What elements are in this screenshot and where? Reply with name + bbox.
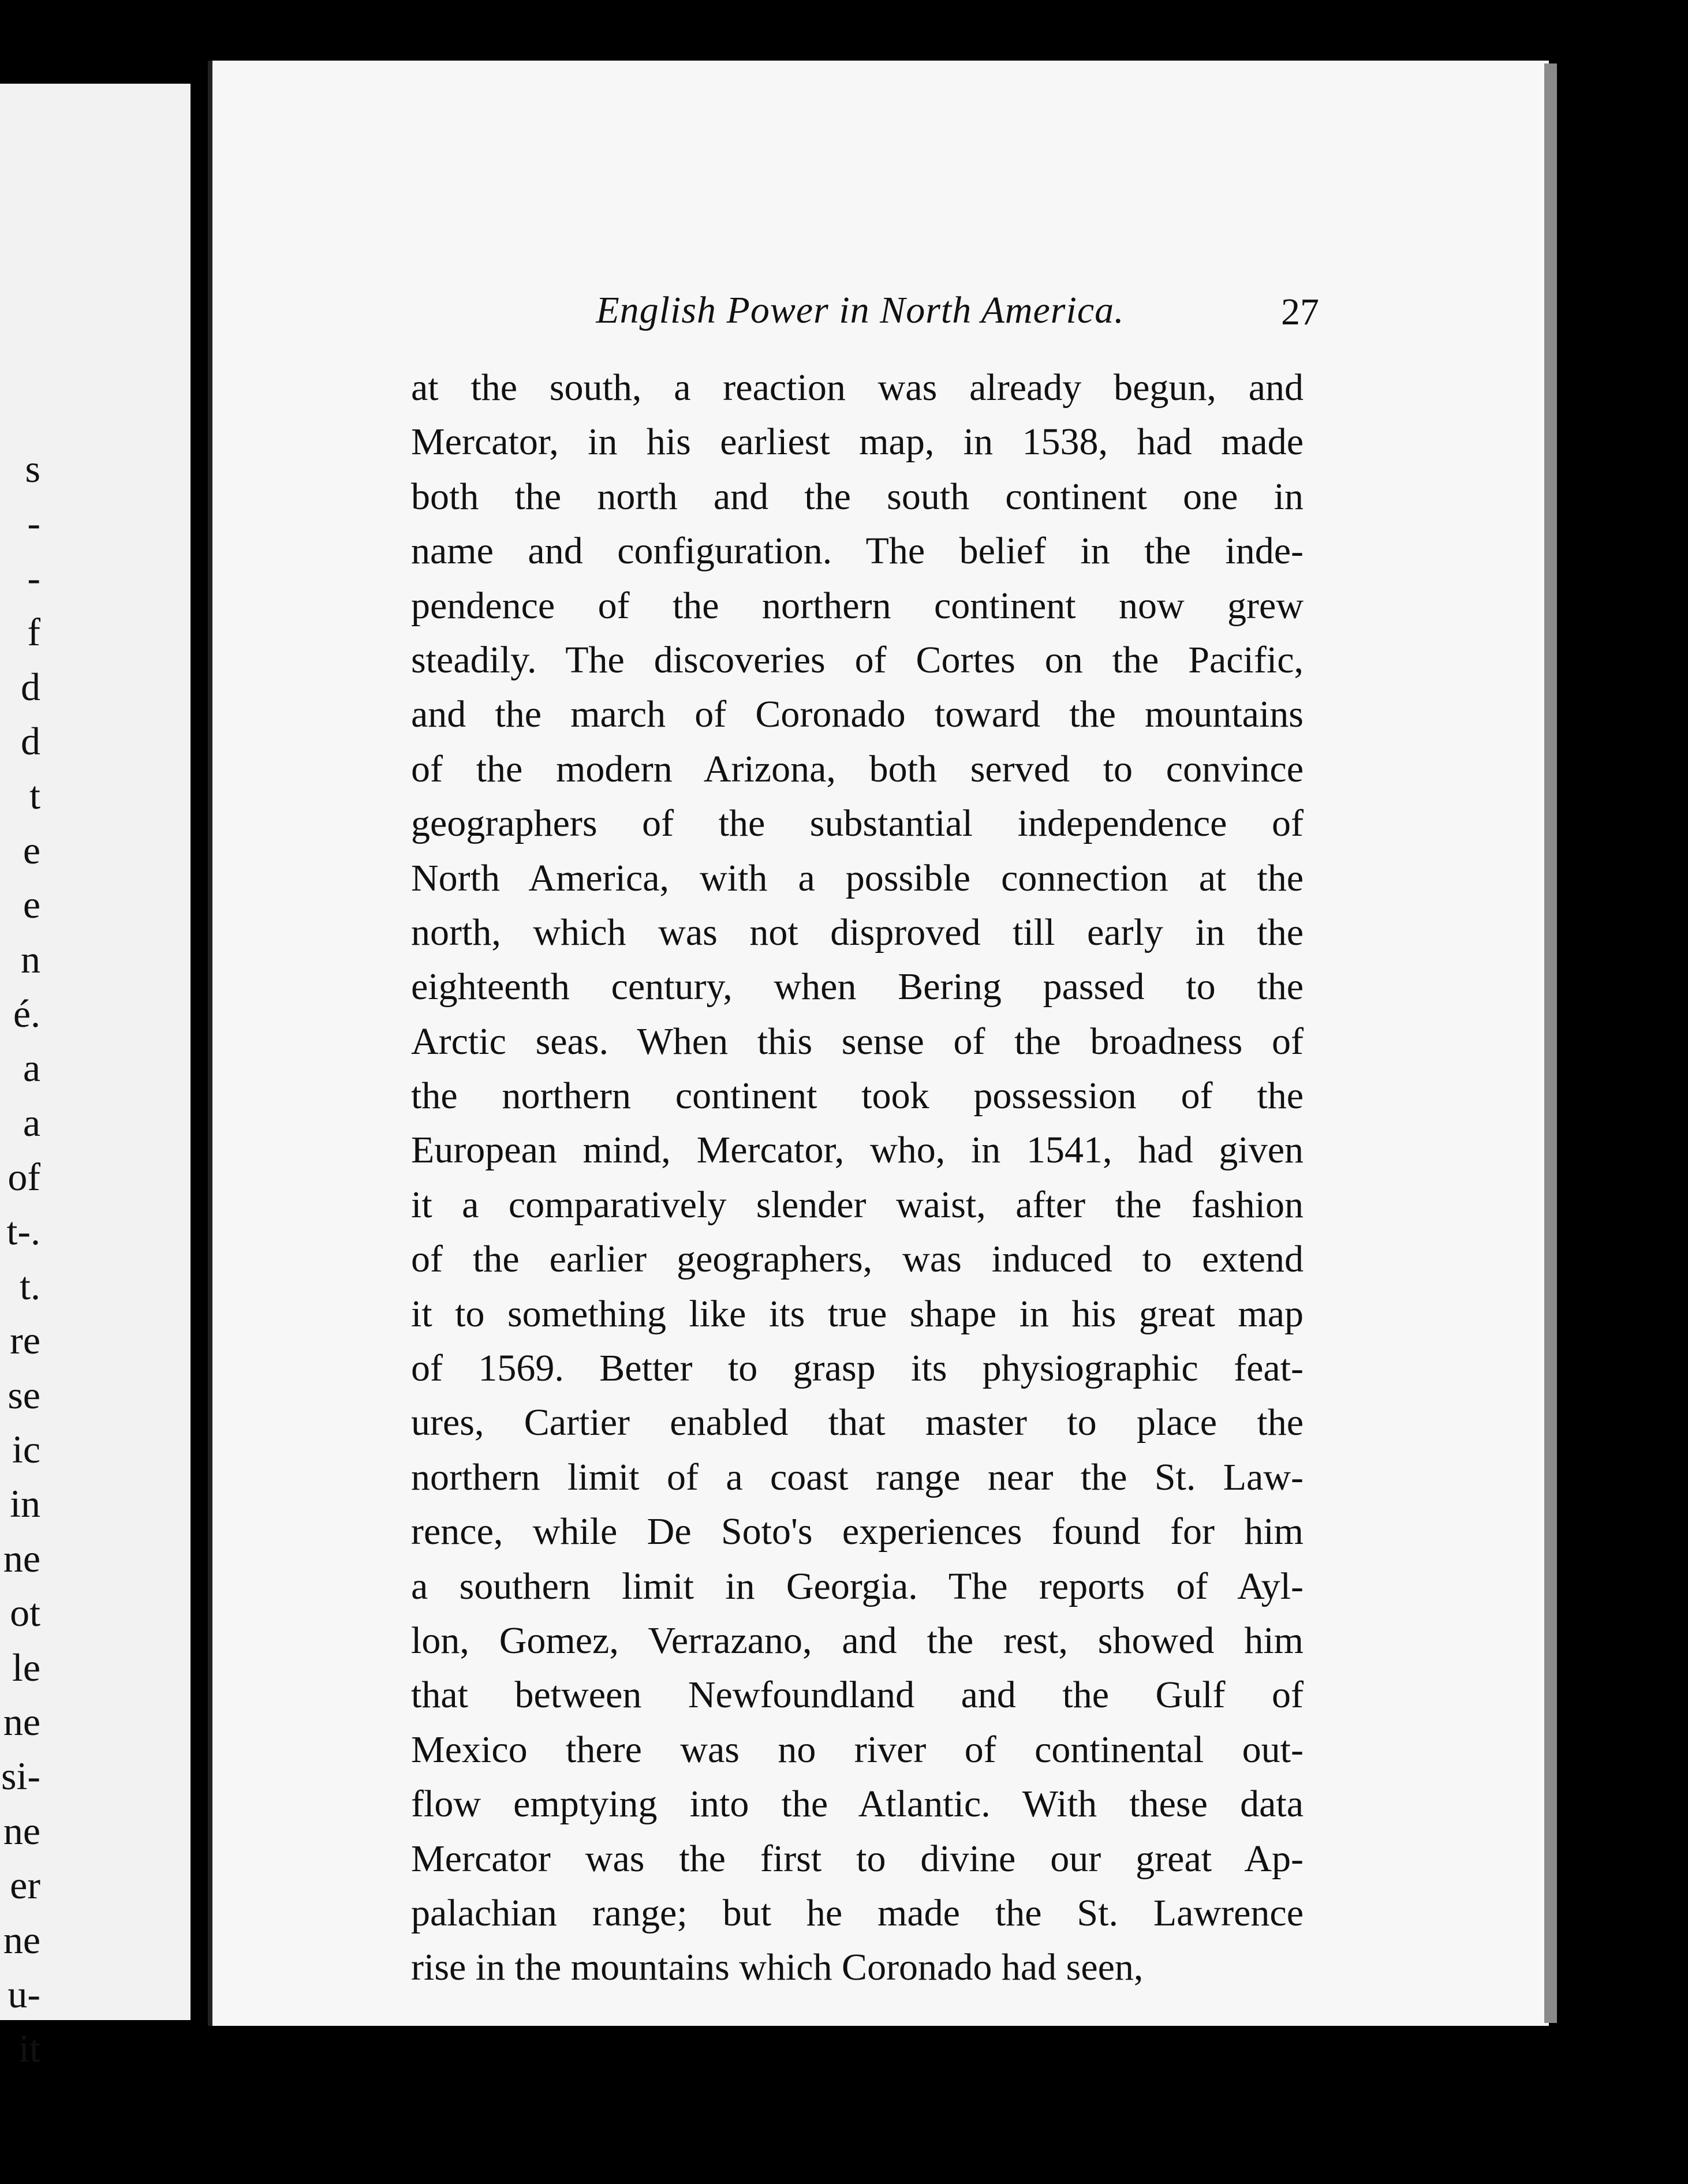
- previous-page-fragment: ot: [10, 1591, 40, 1635]
- previous-page-fragment: d: [21, 719, 40, 763]
- text-line: both the north and the south continent one in: [411, 475, 1304, 518]
- previous-page-fragment: n: [21, 937, 40, 981]
- text-line: flow emptying into the Atlantic. With these data: [411, 1783, 1304, 1826]
- text-line: of 1569. Better to grasp its physiographic feat-: [411, 1347, 1304, 1390]
- previous-page-fragment: s: [25, 447, 40, 491]
- text-line: eighteenth century, when Bering passed to the: [411, 966, 1304, 1008]
- text-line: rise in the mountains which Coronado had seen,: [411, 1946, 1144, 1989]
- text-line: Mercator was the first to divine our great Ap-: [411, 1837, 1304, 1880]
- text-line: and the march of Coronado toward the mountains: [411, 693, 1304, 736]
- previous-page-fragment: ne: [3, 1536, 40, 1580]
- previous-page-line-endings: [0, 442, 40, 2076]
- previous-page-fragment: -: [27, 555, 40, 600]
- text-line: pendence of the northern continent now grew: [411, 584, 1304, 627]
- text-line: a southern limit in Georgia. The reports of Ayl-: [411, 1565, 1304, 1607]
- previous-page-fragment: a: [23, 1046, 40, 1090]
- text-line: steadily. The discoveries of Cortes on the Pacific,: [411, 638, 1304, 681]
- previous-page-fragment: e: [23, 882, 40, 927]
- text-line: rence, while De Soto's experiences found for him: [411, 1510, 1304, 1553]
- text-line: the northern continent took possession of the: [411, 1075, 1304, 1117]
- previous-page-fragment: in: [10, 1482, 40, 1526]
- text-line: Mercator, in his earliest map, in 1538, had made: [411, 421, 1304, 463]
- body-text: [411, 361, 1304, 1995]
- text-line: that between Newfoundland and the Gulf of: [411, 1674, 1304, 1716]
- text-line: it a comparatively slender waist, after the fashion: [411, 1183, 1304, 1226]
- previous-page-fragment: t-.: [6, 1209, 40, 1254]
- previous-page-fragment: le: [12, 1645, 40, 1689]
- page-number: 27: [1281, 291, 1319, 333]
- previous-page-fragment: it: [18, 2026, 40, 2071]
- text-line: geographers of the substantial independence of: [411, 802, 1304, 845]
- text-line: North America, with a possible connection at the: [411, 857, 1304, 899]
- previous-page-fragment: é.: [13, 991, 40, 1035]
- text-line: Arctic seas. When this sense of the broadness of: [411, 1020, 1304, 1063]
- previous-page-fragment: e: [23, 828, 40, 872]
- text-line: Mexico there was no river of continental out-: [411, 1728, 1304, 1771]
- text-line: at the south, a reaction was already begun, and: [411, 367, 1304, 409]
- text-line: of the earlier geographers, was induced to extend: [411, 1238, 1304, 1281]
- previous-page-fragment: er: [10, 1863, 40, 1908]
- previous-page-fragment: u-: [8, 1972, 40, 2016]
- previous-page-fragment: t.: [20, 1263, 40, 1308]
- text-line: ures, Cartier enabled that master to place the: [411, 1401, 1304, 1444]
- text-line: name and configuration. The belief in the inde-: [411, 530, 1304, 573]
- previous-page-fragment: of: [8, 1155, 40, 1199]
- text-line: European mind, Mercator, who, in 1541, had given: [411, 1129, 1304, 1172]
- text-line: it to something like its true shape in his great map: [411, 1292, 1304, 1335]
- previous-page-fragment: -: [27, 501, 40, 545]
- previous-page-edge: [0, 84, 191, 2071]
- previous-page-fragment: ne: [3, 1917, 40, 1962]
- previous-page-fragment: se: [8, 1373, 40, 1417]
- previous-page-fragment: ic: [12, 1427, 40, 1472]
- text-line: palachian range; but he made the St. Lawrence: [411, 1891, 1304, 1934]
- previous-page-fragment: t: [29, 773, 40, 818]
- text-line: north, which was not disproved till early in the: [411, 911, 1304, 953]
- text-line: northern limit of a coast range near the St. Law-: [411, 1456, 1304, 1498]
- text-line: of the modern Arizona, both served to convince: [411, 747, 1304, 790]
- previous-page-fragment: a: [23, 1100, 40, 1145]
- previous-page-fragment: ne: [3, 1808, 40, 1853]
- previous-page-fragment: ne: [3, 1699, 40, 1744]
- page-stack-edge: [1544, 63, 1557, 2023]
- running-head: English Power in North America.: [596, 289, 1125, 331]
- previous-page-fragment: f: [27, 610, 40, 655]
- text-line: lon, Gomez, Verrazano, and the rest, showed him: [411, 1619, 1304, 1662]
- previous-page-fragment: d: [21, 664, 40, 709]
- previous-page-fragment: si-: [1, 1754, 40, 1798]
- previous-page-fragment: re: [10, 1318, 40, 1363]
